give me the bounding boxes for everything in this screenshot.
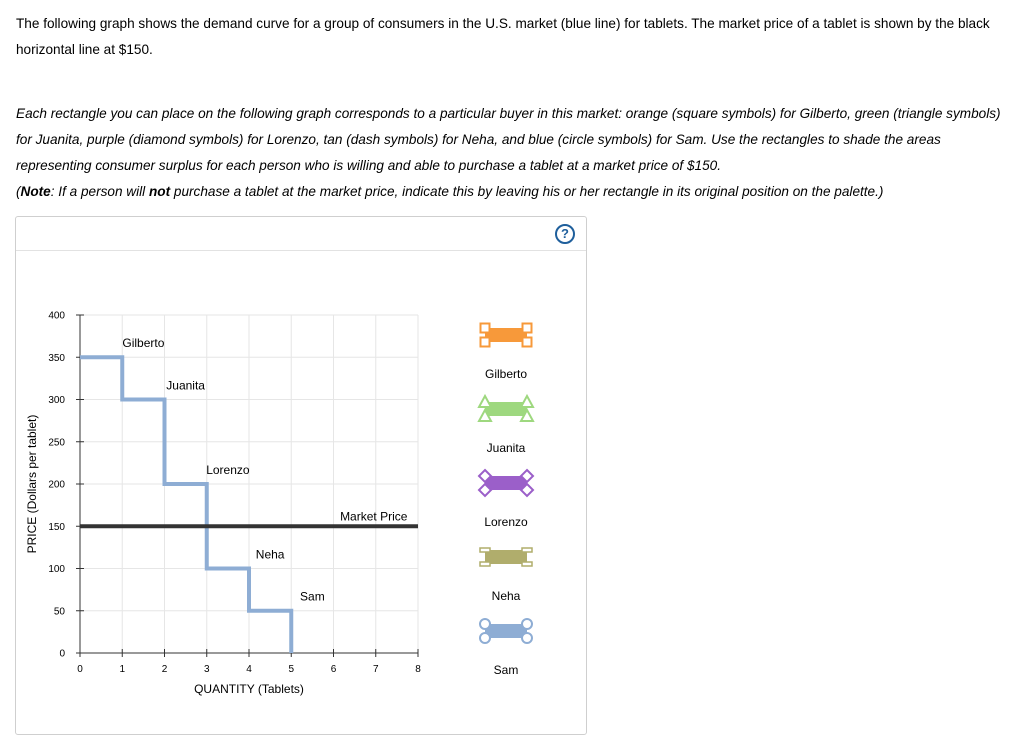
intro-text	[16, 11, 1006, 63]
palette-label-sam: Sam	[493, 663, 519, 677]
palette-rect-fill	[485, 550, 527, 564]
x-tick-label: 2	[161, 664, 168, 675]
instructions-text	[16, 101, 1006, 205]
circle-icon	[480, 633, 490, 643]
palette-label-juanita: Juanita	[486, 441, 526, 455]
dash-icon	[522, 548, 532, 552]
x-tick-label: 0	[77, 664, 83, 675]
circle-icon	[522, 633, 532, 643]
instructions-paragraph: Each rectangle you can place on the following graph corresponds to a particular buyer in this market: orange (square symbols) for Gilberto, green (triangle symbols) for Juanita, purple (diamond symbols) for Lorenzo, tan (dash symbols) for Neha, and blue (circle symbols) for Sam. Use the rectangles to shade the areas representing consumer surplus for each person who is willing and able to purchase a tablet at a market price of $150.	[16, 106, 1001, 173]
y-tick-label: 250	[48, 437, 65, 449]
y-tick-label: 300	[48, 395, 65, 406]
market-price-label: Market Price	[340, 509, 408, 524]
buyer-label-gilberto: Gilberto	[122, 336, 165, 351]
x-tick-label: 7	[372, 664, 379, 675]
y-tick-label: 100	[48, 564, 65, 575]
note-not: not	[148, 184, 171, 199]
square-icon	[523, 338, 532, 347]
y-tick-label: 200	[48, 479, 65, 491]
triangle-icon	[479, 396, 491, 407]
note-text-end: purchase a tablet at the market price, indicate this by leaving his or her rectangle in its original position on the palette.)	[170, 184, 884, 199]
x-tick-label: 8	[415, 664, 421, 675]
triangle-icon	[521, 396, 533, 407]
buyer-label-neha: Neha	[255, 547, 285, 562]
palette-rectangle-juanita[interactable]	[479, 396, 533, 421]
note-open: (	[16, 184, 21, 199]
y-tick-label: 0	[59, 648, 65, 660]
palette-rectangle-gilberto[interactable]	[481, 324, 532, 347]
buyer-label-sam: Sam	[300, 589, 325, 604]
x-tick-label: 5	[288, 664, 295, 675]
circle-icon	[522, 619, 532, 629]
x-tick-label: 1	[119, 664, 126, 675]
y-tick-label: 400	[48, 310, 65, 322]
circle-icon	[480, 619, 490, 629]
x-tick-label: 6	[330, 664, 337, 675]
palette-label-neha: Neha	[491, 589, 521, 603]
palette-label-gilberto: Gilberto	[484, 367, 528, 381]
x-tick-label: 4	[246, 664, 252, 675]
demand-curve	[80, 357, 291, 653]
y-tick-label: 350	[48, 352, 65, 364]
note-text: : If a person will	[50, 184, 149, 199]
intro-paragraph: The following graph shows the demand curve for a group of consumers in the U.S. market (blue line) for tablets. The market price of a tablet is shown by the black horizontal line at $150.	[16, 16, 990, 57]
square-icon	[523, 324, 532, 333]
dash-icon	[480, 548, 490, 552]
help-icon[interactable]: ?	[555, 224, 575, 244]
y-axis-label: PRICE (Dollars per tablet)	[25, 414, 39, 554]
palette-rect-fill	[485, 624, 527, 638]
y-tick-label: 50	[53, 606, 65, 618]
palette-rectangle-lorenzo[interactable]	[479, 470, 533, 496]
x-axis-label: QUANTITY (Tablets)	[194, 682, 304, 696]
buyer-label-lorenzo: Lorenzo	[206, 462, 250, 477]
demand-chart	[16, 217, 586, 734]
buyer-label-juanita: Juanita	[166, 378, 205, 393]
palette-rect-fill	[485, 328, 527, 342]
palette-rectangle-sam[interactable]	[480, 619, 532, 643]
x-tick-label: 3	[203, 664, 210, 675]
y-tick-label: 150	[48, 521, 65, 533]
graph-widget	[15, 216, 587, 735]
dash-icon	[522, 562, 532, 566]
square-icon	[481, 324, 490, 333]
dash-icon	[480, 562, 490, 566]
square-icon	[481, 338, 490, 347]
palette-rect-fill	[485, 476, 527, 490]
note-label: Note	[20, 184, 51, 199]
palette-label-lorenzo: Lorenzo	[484, 515, 528, 529]
palette-rectangle-neha[interactable]	[480, 548, 532, 566]
palette-rect-fill	[485, 402, 527, 416]
